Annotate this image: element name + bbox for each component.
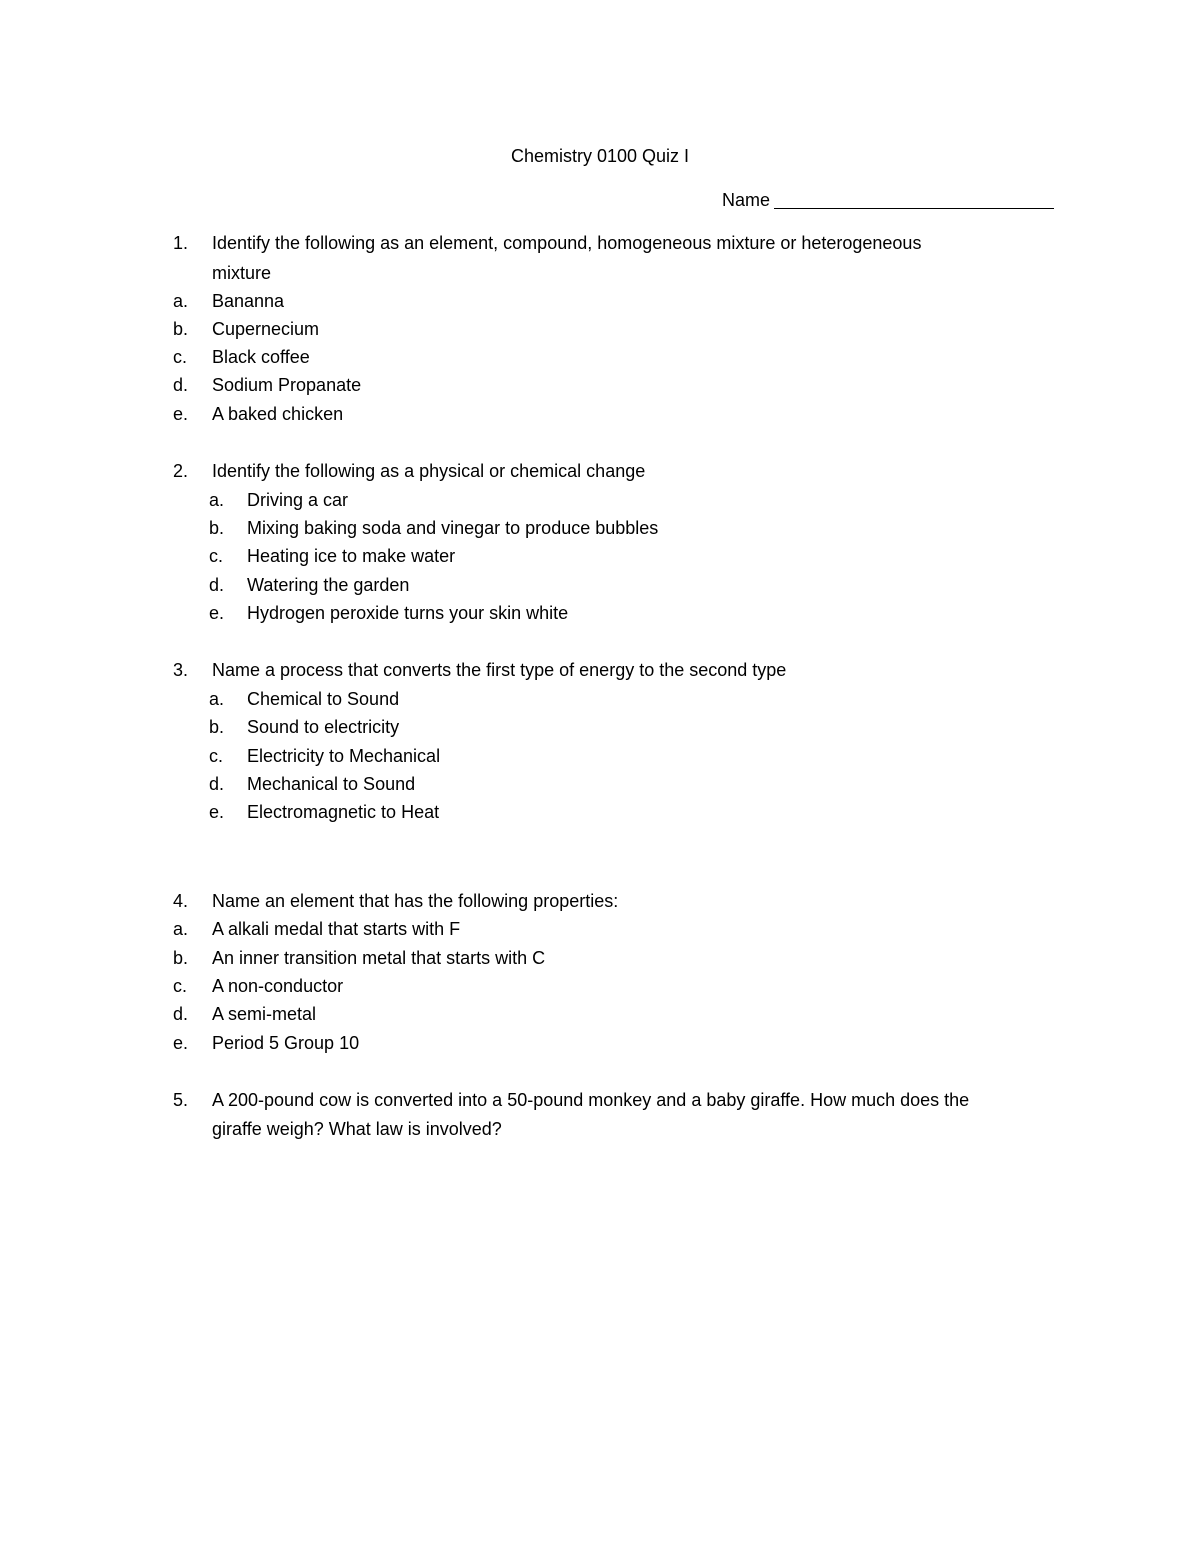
item-label: d.: [173, 1004, 189, 1024]
item-text: Sound to electricity: [247, 717, 400, 737]
item-label: d.: [209, 575, 225, 595]
item-label: b.: [209, 717, 225, 737]
item-text: A baked chicken: [212, 404, 344, 424]
item-label: a.: [173, 291, 189, 311]
item-label: b.: [173, 319, 189, 339]
item-label: d.: [209, 774, 225, 794]
item-text: Bananna: [212, 291, 285, 311]
item-text: Electricity to Mechanical: [247, 746, 441, 766]
item-label: a.: [173, 919, 189, 939]
item-text: A semi-metal: [212, 1004, 317, 1024]
item-text: Heating ice to make water: [247, 546, 456, 566]
question-text: Identify the following as a physical or chemical change: [212, 461, 646, 481]
question-text: A 200-pound cow is converted into a 50-pound monkey and a baby giraffe. How much does the: [212, 1090, 970, 1110]
item-label: a.: [209, 490, 225, 510]
item-text: Cupernecium: [212, 319, 320, 339]
item-text: Mechanical to Sound: [247, 774, 416, 794]
item-label: e.: [209, 802, 225, 822]
item-label: c.: [209, 746, 224, 766]
item-label: a.: [209, 689, 225, 709]
question-text: giraffe weigh? What law is involved?: [212, 1119, 502, 1139]
item-text: Period 5 Group 10: [212, 1033, 360, 1053]
question-text: mixture: [212, 263, 272, 283]
item-text: Electromagnetic to Heat: [247, 802, 440, 822]
item-label: b.: [173, 948, 189, 968]
question-number: 4.: [173, 891, 189, 911]
name-blank-line: [774, 190, 1054, 209]
item-label: e.: [173, 404, 189, 424]
item-text: Hydrogen peroxide turns your skin white: [247, 603, 569, 623]
question-text: Identify the following as an element, compound, homogeneous mixture or heterogeneous: [212, 233, 922, 253]
item-text: An inner transition metal that starts with C: [212, 948, 546, 968]
item-text: Driving a car: [247, 490, 349, 510]
name-field: [722, 188, 1054, 212]
item-label: c.: [173, 347, 188, 367]
item-label: c.: [173, 976, 188, 996]
question-number: 3.: [173, 660, 189, 680]
question-number: 2.: [173, 461, 189, 481]
question-number: 5.: [173, 1090, 189, 1110]
item-label: b.: [209, 518, 225, 538]
item-label: e.: [209, 603, 225, 623]
item-text: Sodium Propanate: [212, 375, 362, 395]
item-text: Watering the garden: [247, 575, 410, 595]
item-text: A non-conductor: [212, 976, 344, 996]
page-title: Chemistry 0100 Quiz I: [510, 146, 690, 166]
item-text: A alkali medal that starts with F: [212, 919, 461, 939]
question-text: Name an element that has the following properties:: [212, 891, 619, 911]
item-text: Black coffee: [212, 347, 310, 367]
question-number: 1.: [173, 233, 189, 253]
item-label: c.: [209, 546, 224, 566]
item-label: e.: [173, 1033, 189, 1053]
name-label: Name: [722, 190, 771, 210]
item-label: d.: [173, 375, 189, 395]
item-text: Chemical to Sound: [247, 689, 400, 709]
item-text: Mixing baking soda and vinegar to produce bubbles: [247, 518, 659, 538]
question-text: Name a process that converts the first type of energy to the second type: [212, 660, 787, 680]
